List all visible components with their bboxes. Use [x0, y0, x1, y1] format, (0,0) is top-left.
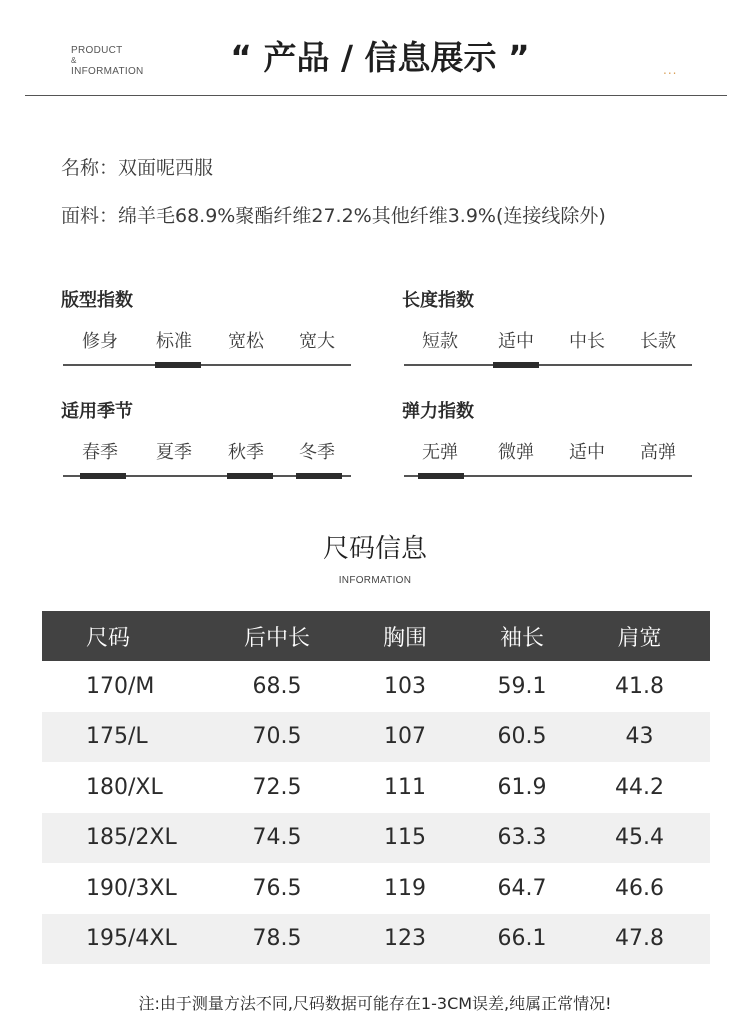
table-cell: 66.1 [497, 926, 547, 952]
index-option: 夏季 [156, 442, 192, 463]
table-cell: 123 [384, 926, 426, 952]
table-cell: 46.6 [615, 875, 664, 901]
season-index [61, 401, 351, 481]
index-option: 高弹 [640, 442, 676, 463]
index-option: 秋季 [228, 442, 264, 463]
stretch-index [402, 401, 692, 481]
index-title: 弹力指数 [402, 401, 474, 422]
header-tagline-amp: & [71, 56, 77, 65]
header-divider [25, 95, 727, 96]
table-cell: 78.5 [252, 926, 302, 952]
table-header-cell: 尺码 [86, 625, 131, 651]
size-section-title: 尺码信息 [322, 534, 427, 564]
table-cell: 41.8 [615, 673, 664, 699]
index-option: 修身 [82, 331, 118, 352]
index-option: 短款 [422, 331, 458, 352]
table-cell: 70.5 [252, 724, 302, 750]
product-name: 名称：双面呢西服 [61, 157, 214, 179]
index-selected-marker [227, 473, 273, 479]
fit-index [61, 290, 351, 370]
table-row [42, 661, 710, 712]
index-option: 宽松 [228, 331, 264, 352]
table-row [42, 762, 710, 813]
table-cell: 72.5 [252, 774, 302, 800]
table-cell: 185/2XL [86, 825, 177, 851]
table-cell: 44.2 [615, 774, 664, 800]
index-option: 中长 [569, 331, 605, 352]
index-option: 微弹 [498, 442, 534, 463]
header-tagline [71, 45, 144, 77]
table-cell: 47.8 [615, 926, 664, 952]
table-cell: 43 [625, 724, 654, 750]
index-option: 适中 [569, 442, 605, 463]
table-cell: 107 [384, 724, 426, 750]
table-cell: 103 [384, 673, 426, 699]
index-option: 长款 [640, 331, 676, 352]
size-table [42, 611, 710, 964]
table-cell: 170/M [86, 673, 155, 699]
size-disclaimer-note: 注:由于测量方法不同,尺码数据可能存在1-3CM误差,纯属正常情况! [138, 994, 612, 1013]
index-selected-marker [493, 362, 539, 368]
table-cell: 63.3 [497, 825, 547, 851]
table-cell: 60.5 [497, 724, 547, 750]
table-header-cell: 袖长 [499, 625, 544, 651]
page-title: “ 产品 / 信息展示 ” [230, 38, 530, 77]
table-row [42, 813, 710, 864]
header-tagline-line1: PRODUCT [71, 45, 123, 56]
table-cell: 180/XL [86, 774, 163, 800]
index-title: 版型指数 [61, 290, 133, 311]
table-cell: 68.5 [252, 673, 302, 699]
table-cell: 61.9 [497, 774, 547, 800]
length-index [402, 290, 692, 370]
table-cell: 111 [384, 774, 426, 800]
index-title: 长度指数 [402, 290, 474, 311]
table-row [42, 863, 710, 914]
table-header-row [42, 611, 710, 661]
table-header-cell: 后中长 [243, 625, 310, 651]
index-title: 适用季节 [61, 401, 133, 422]
table-cell: 119 [384, 875, 426, 901]
size-section-subtitle: INFORMATION [338, 575, 412, 586]
index-selected-marker [155, 362, 201, 368]
table-cell: 195/4XL [86, 926, 177, 952]
index-scale-line [404, 364, 692, 366]
index-option: 适中 [498, 331, 534, 352]
table-cell: 45.4 [615, 825, 664, 851]
table-row [42, 914, 710, 965]
table-cell: 190/3XL [86, 875, 177, 901]
index-option: 标准 [156, 331, 192, 352]
header-tagline-line2: INFORMATION [71, 66, 144, 77]
index-option: 冬季 [299, 442, 335, 463]
table-header-cell: 肩宽 [617, 625, 662, 651]
decorative-dots: ... [663, 63, 678, 77]
table-cell: 115 [384, 825, 426, 851]
table-cell: 74.5 [252, 825, 302, 851]
table-cell: 64.7 [497, 875, 547, 901]
table-cell: 175/L [86, 724, 148, 750]
index-selected-marker [418, 473, 464, 479]
table-row [42, 712, 710, 763]
index-option: 春季 [82, 442, 118, 463]
table-cell: 76.5 [252, 875, 302, 901]
index-selected-marker [296, 473, 342, 479]
table-cell: 59.1 [497, 673, 547, 699]
product-fabric: 面料：绵羊毛68.9%聚酯纤维27.2%其他纤维3.9%(连接线除外) [61, 205, 606, 227]
index-scale-line [63, 364, 351, 366]
table-header-cell: 胸围 [382, 625, 427, 651]
index-option: 无弹 [422, 442, 458, 463]
index-selected-marker [80, 473, 126, 479]
index-option: 宽大 [299, 331, 335, 352]
